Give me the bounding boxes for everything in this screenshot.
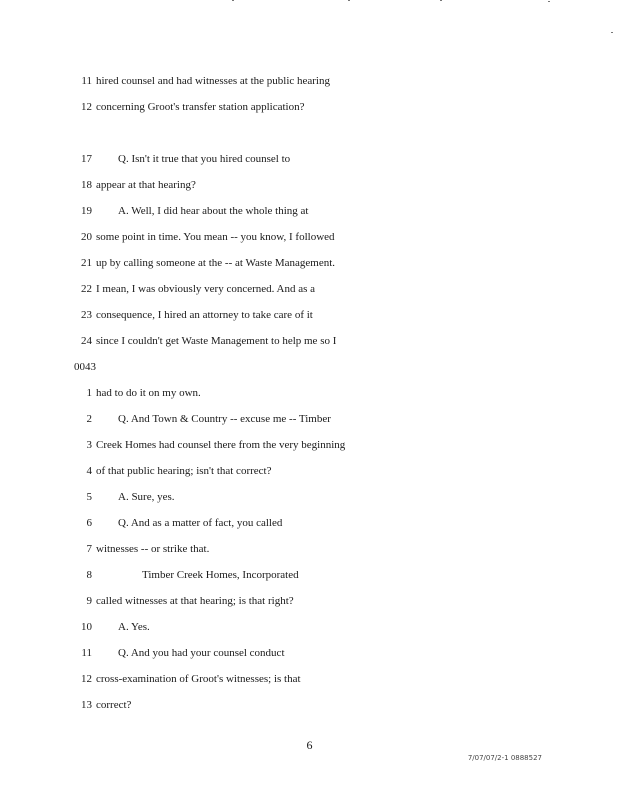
line-text: A. Well, I did hear about the whole thing at bbox=[118, 205, 309, 217]
transcript-line bbox=[74, 203, 594, 219]
line-number: 9 bbox=[86, 595, 92, 607]
line-text: correct? bbox=[96, 699, 132, 711]
line-number: 24 bbox=[81, 335, 92, 347]
document-code: 7/07/07/2-1 0888527 bbox=[467, 754, 542, 762]
transcript-line bbox=[74, 99, 594, 115]
line-number: 10 bbox=[81, 621, 92, 633]
line-number: 19 bbox=[81, 205, 92, 217]
transcript-line bbox=[74, 281, 594, 297]
scan-artifact bbox=[348, 0, 350, 1]
line-number: 3 bbox=[86, 439, 92, 451]
transcript-line bbox=[74, 619, 594, 635]
line-text: Q. And you had your counsel conduct bbox=[118, 647, 285, 659]
line-text: since I couldn't get Waste Management to help me so I bbox=[96, 335, 337, 347]
line-text: of that public hearing; isn't that correct? bbox=[96, 465, 272, 477]
transcript-line bbox=[74, 411, 594, 427]
line-text: consequence, I hired an attorney to take care of it bbox=[96, 309, 313, 321]
line-number: 5 bbox=[86, 491, 92, 503]
transcript-line bbox=[74, 671, 594, 687]
scan-artifact bbox=[440, 0, 442, 1]
transcript-line bbox=[74, 229, 594, 245]
transcript-line bbox=[74, 255, 594, 271]
line-number: 6 bbox=[86, 517, 92, 529]
line-text: A. Yes. bbox=[118, 621, 150, 633]
transcript-line bbox=[74, 567, 594, 583]
line-text: A. Sure, yes. bbox=[118, 491, 175, 503]
transcript-line bbox=[74, 437, 594, 453]
page-marker: 0043 bbox=[74, 361, 96, 373]
line-text: I mean, I was obviously very concerned. And as a bbox=[96, 283, 316, 295]
line-text: appear at that hearing? bbox=[96, 179, 196, 191]
line-number: 8 bbox=[86, 569, 92, 581]
line-text: called witnesses at that hearing; is that right? bbox=[96, 595, 294, 607]
transcript-line bbox=[74, 73, 594, 89]
transcript-line bbox=[74, 593, 594, 609]
line-text: Timber Creek Homes, Incorporated bbox=[142, 569, 299, 581]
transcript-line bbox=[74, 151, 594, 167]
line-number: 11 bbox=[81, 75, 92, 87]
scan-artifact bbox=[232, 0, 234, 1]
line-text: hired counsel and had witnesses at the public hearing bbox=[96, 75, 330, 87]
line-number: 7 bbox=[86, 543, 92, 555]
line-number: 23 bbox=[81, 309, 92, 321]
line-text: Q. And Town & Country -- excuse me -- Timber bbox=[118, 413, 331, 425]
line-number: 12 bbox=[81, 673, 92, 685]
transcript-line bbox=[74, 385, 594, 401]
transcript-line bbox=[74, 489, 594, 505]
line-text: Q. Isn't it true that you hired counsel to bbox=[118, 153, 291, 165]
line-number: 17 bbox=[81, 153, 92, 165]
line-number: 2 bbox=[86, 413, 92, 425]
transcript-line bbox=[74, 515, 594, 531]
line-number: 1 bbox=[86, 387, 92, 399]
scan-artifact bbox=[611, 32, 613, 33]
line-text: Q. And as a matter of fact, you called bbox=[118, 517, 283, 529]
line-text: Creek Homes had counsel there from the very beginning bbox=[96, 439, 346, 451]
transcript-line bbox=[74, 333, 594, 349]
line-text: cross-examination of Groot's witnesses; is that bbox=[96, 673, 301, 685]
line-text: concerning Groot's transfer station application? bbox=[96, 101, 305, 113]
line-number: 22 bbox=[81, 283, 92, 295]
line-text: up by calling someone at the -- at Waste Management. bbox=[96, 257, 336, 269]
page-number: 6 bbox=[306, 738, 313, 752]
line-number: 21 bbox=[81, 257, 92, 269]
transcript-line bbox=[74, 307, 594, 323]
line-number: 18 bbox=[81, 179, 92, 191]
transcript-line bbox=[74, 645, 594, 661]
line-number: 13 bbox=[81, 699, 92, 711]
line-number: 11 bbox=[81, 647, 92, 659]
line-text: some point in time. You mean -- you know, I followed bbox=[96, 231, 335, 243]
transcript-line bbox=[74, 177, 594, 193]
line-number: 12 bbox=[81, 101, 92, 113]
transcript-line bbox=[74, 541, 594, 557]
line-number: 4 bbox=[86, 465, 92, 477]
scan-artifact bbox=[548, 1, 550, 2]
line-text: had to do it on my own. bbox=[96, 387, 201, 399]
line-text: witnesses -- or strike that. bbox=[96, 543, 210, 555]
transcript-line bbox=[74, 463, 594, 479]
transcript-line bbox=[74, 697, 594, 713]
line-number: 20 bbox=[81, 231, 92, 243]
